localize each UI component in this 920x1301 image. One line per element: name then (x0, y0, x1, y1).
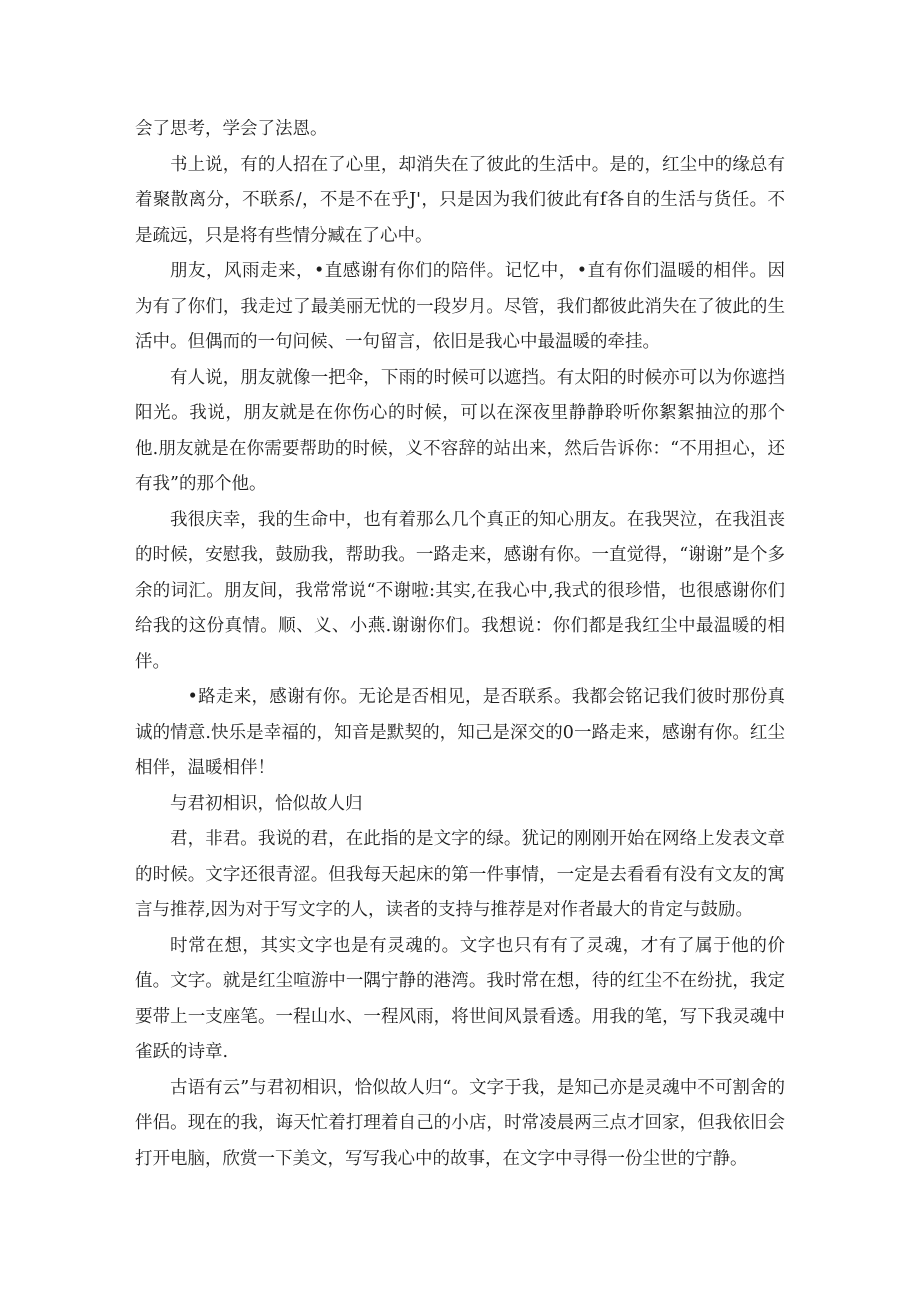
paragraph-9: 古语有云”与君初相识，恰似故人归“。文字于我，是知己亦是灵魂中不可割舍的伴侣。现在的我，诲天忙着打理着自己的小店，时常凌晨两三点才回家，但我依旧会打开电脑，欣赏一下美文，写写我心中的故事，在文字中寻得一份尘世的宁静。 (135, 1077, 785, 1169)
paragraph-5: 我很庆幸，我的生命中，也有着那么几个真正的知心朋友。在我哭泣，在我沮丧的时候，安慰我，鼓励我，帮助我。一路走来，感谢有你。一直觉得，“谢谢”是个多余的词汇。朋友间，我常常说“不谢啦:其实,在我心中,我式的很珍惜，也很感谢你们给我的这份真情。顺、义、小燕.谢谢你们。我想说：你们都是我红尘中最温暖的相伴。 (135, 509, 785, 672)
paragraph-1: 会了思考，学会了法恩。 (135, 119, 328, 139)
paragraph-3: 朋友，风雨走来，•直感谢有你们的陪伴。记忆中，•直有你们温暖的相伴。因为有了你们，我走过了最美丽无忧的一段岁月。尽管，我们都彼此消失在了彼此的生活中。但偶而的一句问候、一句留言，依旧是我心中最温暖的牵挂。 (135, 261, 785, 352)
paragraph-7: 君，非君。我说的君，在此指的是文字的绿。犹记的刚刚开始在网络上发表文章的时候。文字还很青涩。但我每天起床的第一件事情，一定是去看看有没有文友的寓言与推荐,因为对于写文字的人，读者的支持与推荐是对作者最大的肯定与鼓励。 (135, 829, 785, 920)
paragraph-2: 书上说，有的人招在了心里，却消失在了彼此的生活中。是的，红尘中的缘总有着聚散离分，不联系/，不是不在乎J'，只是因为我们彼此有f各自的生活与货任。不是疏远，只是将有些情分臧在了心中。 (135, 154, 785, 246)
paragraph-8: 时常在想，其实文字也是有灵魂的。文字也只有有了灵魂，才有了属于他的价值。文字。就是红尘喧游中一隅宁静的港湾。我时常在想，待的红尘不在纷扰，我定要带上一支座笔。一程山水、一程风雨，将世间风景看透。用我的笔，写下我灵魂中雀跃的诗章. (135, 935, 785, 1062)
paragraph-4: 有人说，朋友就像一把伞，下雨的时候可以遮挡。有太阳的时候亦可以为你遮挡阳光。我说，朋友就是在你伤心的时候，可以在深夜里静静聆听你絮絮抽泣的那个他.朋友就是在你需要帮助的时候，义不容辞的站出来，然后告诉你：“不用担心，还有我”的那个他。 (135, 367, 785, 494)
paragraph-6: •路走来，感谢有你。无论是否相见，是否联系。我都会铭记我们彼时那份真诚的情意.快乐是幸福的，知音是默契的，知己是深交的0一路走来，感谢有你。红尘相伴，温暖相伴！ (135, 687, 785, 778)
article-body (135, 112, 785, 1177)
section-heading: 与君初相识，恰似故人归 (170, 793, 363, 814)
